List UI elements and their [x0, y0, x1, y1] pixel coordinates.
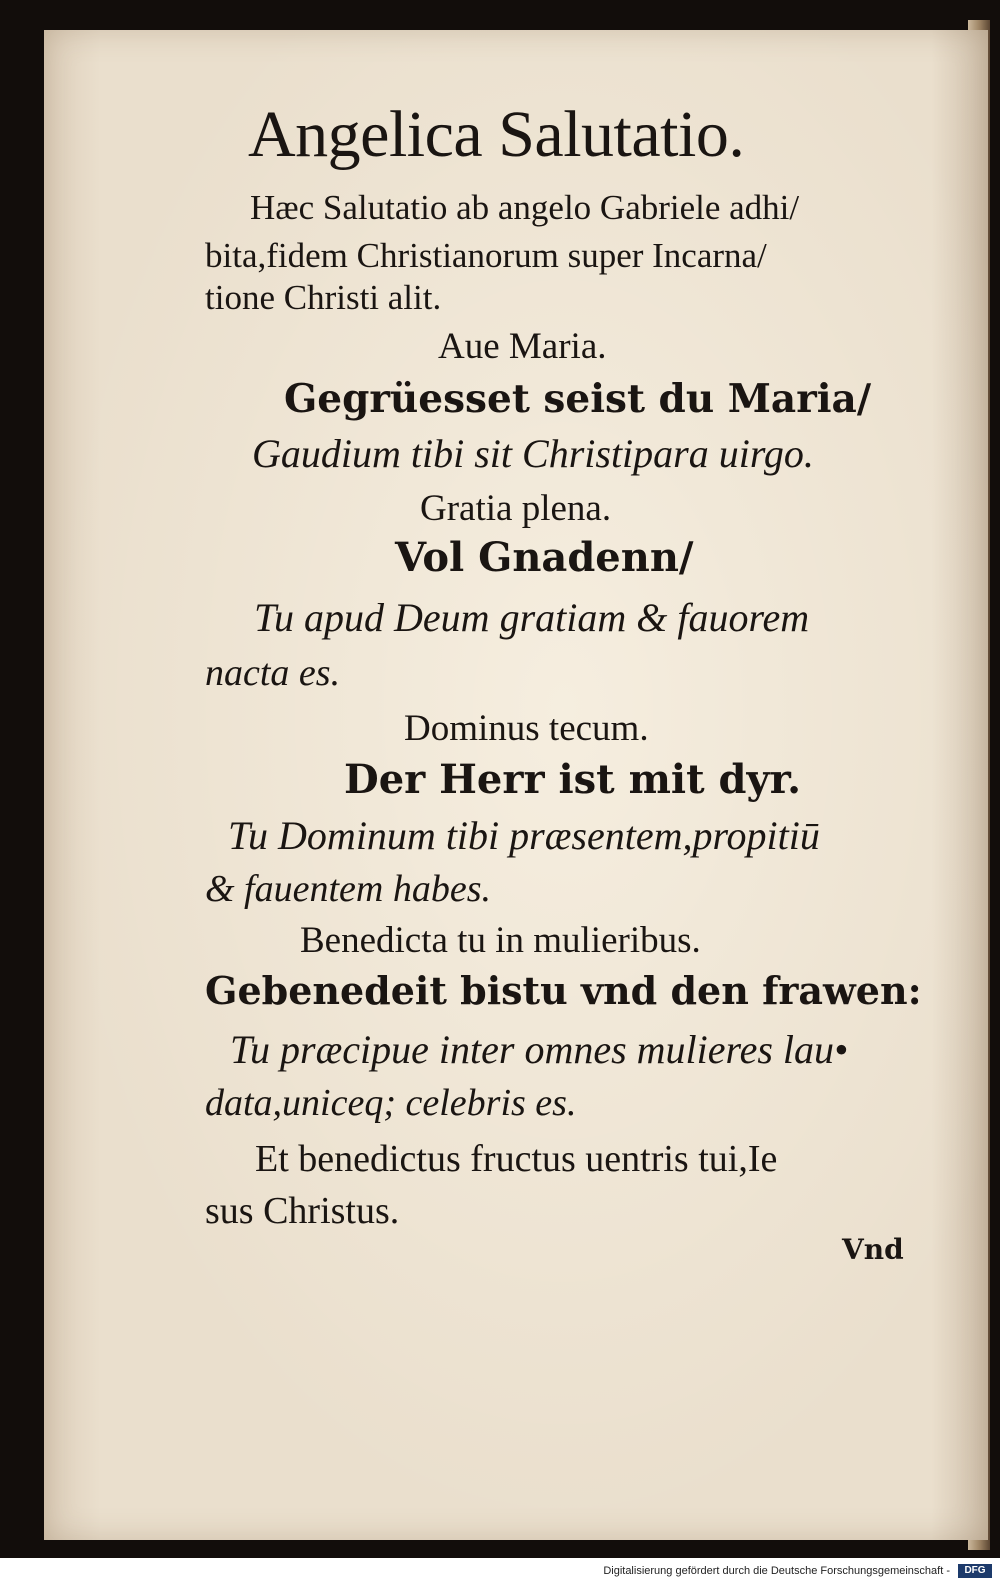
italic-line: data,uniceq; celebris es. — [205, 1082, 577, 1124]
catchword: Vnd — [842, 1233, 904, 1266]
blackletter-line: Der Herr ist mit dyr. — [344, 756, 802, 803]
italic-line: Tu apud Deum gratiam & fauorem — [254, 595, 810, 640]
italic-line: Tu præcipue inter omnes mulieres lau• — [230, 1027, 849, 1072]
italic-line: Tu Dominum tibi præsentem,propitiū — [228, 813, 820, 858]
dfg-logo: DFG — [958, 1564, 992, 1578]
blackletter-line: Vol Gnadenn/ — [395, 534, 694, 581]
italic-line: Gaudium tibi sit Christipara uirgo. — [252, 431, 814, 476]
italic-line: & fauentem habes. — [205, 868, 492, 910]
text-line: Aue Maria. — [438, 326, 607, 367]
text-line: Hæc Salutatio ab angelo Gabriele adhi/ — [250, 188, 800, 227]
funding-notice: Digitalisierung gefördert durch die Deutsche Forschungsgemeinschaft - — [603, 1565, 950, 1577]
text-line: Et benedictus fructus uentris tui,Ie — [255, 1138, 778, 1180]
text-line: Gratia plena. — [420, 488, 612, 529]
text-line: bita,fidem Christianorum super Incarna/ — [205, 236, 767, 275]
blackletter-line: Gegrüesset seist du Maria/ — [284, 376, 872, 422]
text-line: tione Christi alit. — [205, 278, 442, 317]
text-line: sus Christus. — [205, 1190, 400, 1232]
text-line: Benedicta tu in mulieribus. — [300, 920, 701, 961]
footer-bar — [0, 1558, 1000, 1585]
text-line: Dominus tecum. — [404, 708, 649, 749]
blackletter-line: Gebenedeit bistu vnd den frawen: — [205, 968, 922, 1013]
italic-line: nacta es. — [205, 652, 341, 694]
page-title: Angelica Salutatio. — [248, 98, 745, 171]
